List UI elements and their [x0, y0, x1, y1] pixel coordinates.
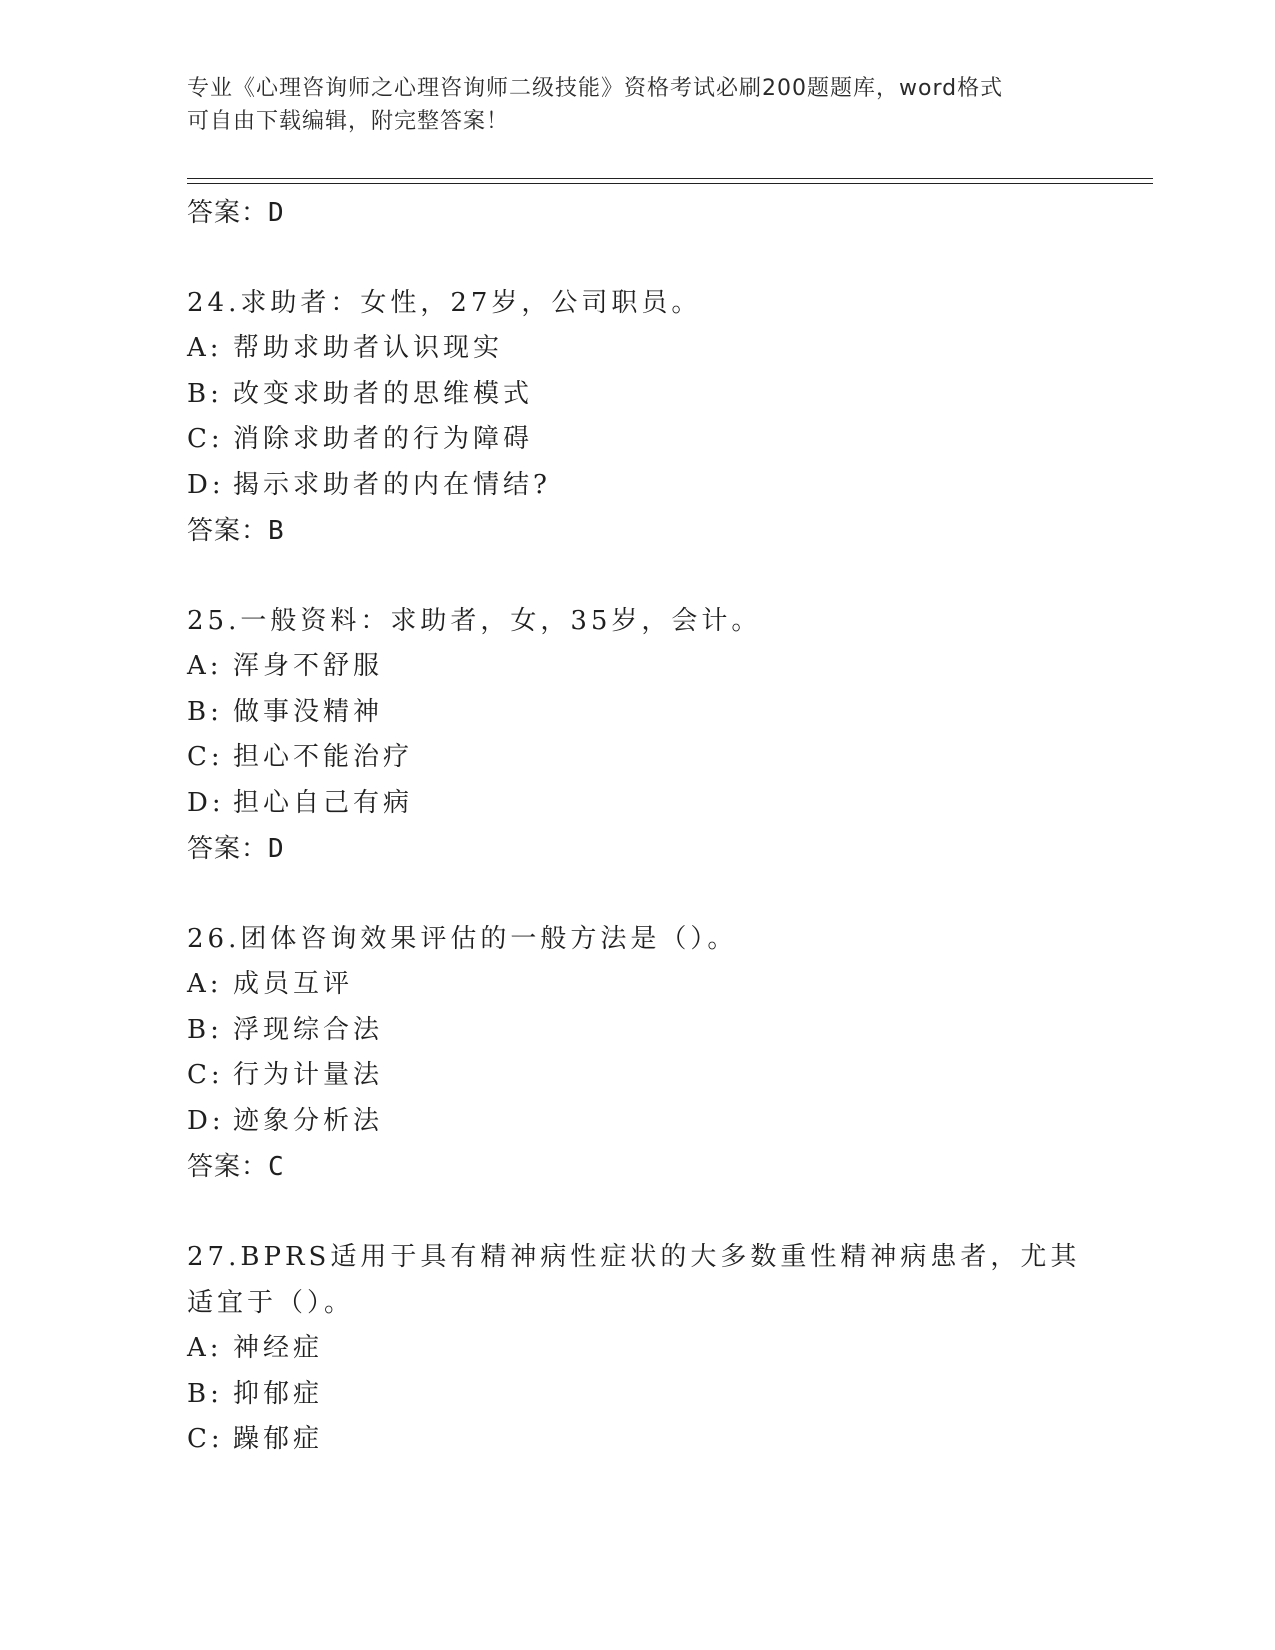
header-divider-bottom	[187, 183, 1153, 184]
question-24	[187, 280, 1087, 554]
header-line-1: 专业《心理咨询师之心理咨询师二级技能》资格考试必刷200题题库，word格式	[187, 76, 1004, 101]
option-text: 成员互评	[233, 969, 354, 999]
option-d	[187, 1099, 1087, 1145]
option-d	[187, 781, 1087, 827]
option-d	[187, 463, 1087, 509]
answer: 答案：B	[187, 516, 285, 546]
option-text: 迹象分析法	[233, 1105, 384, 1136]
option-letter: D:	[187, 787, 225, 818]
header-line-2: 可自由下载编辑，附完整答案！	[187, 109, 510, 134]
option-letter: C:	[187, 1424, 224, 1454]
option-text: 帮助求助者认识现实	[233, 333, 504, 363]
option-b	[187, 1372, 1087, 1418]
question-content	[187, 190, 1087, 1463]
option-text: 担心不能治疗	[233, 742, 414, 772]
option-letter: A:	[187, 969, 223, 999]
option-letter: B:	[187, 696, 223, 727]
option-letter: B:	[187, 1014, 223, 1045]
option-c	[187, 1053, 1087, 1099]
option-letter: D:	[187, 469, 225, 500]
option-c	[187, 735, 1087, 781]
option-letter: A:	[187, 333, 223, 363]
question-stem: 27.BPRS适用于具有精神病性症状的大多数重性精神病患者，尤其适宜于（）。	[187, 1242, 1081, 1318]
option-letter: B:	[187, 378, 223, 409]
answer: 答案：C	[187, 1152, 285, 1182]
option-text: 行为计量法	[233, 1060, 384, 1090]
option-b	[187, 1008, 1087, 1054]
option-letter: B:	[187, 1378, 223, 1409]
option-text: 改变求助者的思维模式	[233, 378, 534, 409]
option-c	[187, 1417, 1087, 1463]
option-text: 浮现综合法	[233, 1014, 384, 1045]
question-27	[187, 1234, 1087, 1463]
option-text: 浑身不舒服	[233, 651, 384, 681]
question-stem: 26.团体咨询效果评估的一般方法是（）。	[187, 924, 738, 954]
option-letter: A:	[187, 1333, 223, 1363]
option-b	[187, 690, 1087, 736]
previous-answer: 答案：D	[187, 198, 285, 228]
option-letter: C:	[187, 1060, 224, 1090]
option-a	[187, 962, 1087, 1008]
option-text: 揭示求助者的内在情结?	[233, 469, 551, 500]
option-b	[187, 372, 1087, 418]
option-text: 躁郁症	[233, 1424, 324, 1454]
option-text: 神经症	[233, 1333, 324, 1363]
option-letter: C:	[187, 742, 224, 772]
option-a	[187, 326, 1087, 372]
option-letter: C:	[187, 424, 224, 454]
option-text: 抑郁症	[233, 1378, 324, 1409]
option-letter: A:	[187, 651, 223, 681]
option-a	[187, 644, 1087, 690]
option-c	[187, 417, 1087, 463]
answer: 答案：D	[187, 834, 285, 864]
option-text: 担心自己有病	[233, 787, 414, 818]
option-text: 做事没精神	[233, 696, 384, 727]
question-26	[187, 916, 1087, 1190]
question-25	[187, 598, 1087, 872]
option-a	[187, 1326, 1087, 1372]
option-text: 消除求助者的行为障碍	[233, 424, 534, 454]
question-stem: 25.一般资料：求助者，女，35岁，会计。	[187, 606, 762, 636]
question-stem: 24.求助者：女性，27岁，公司职员。	[187, 288, 702, 318]
header-divider-top	[187, 178, 1153, 179]
document-header	[187, 72, 1067, 138]
option-letter: D:	[187, 1105, 225, 1136]
